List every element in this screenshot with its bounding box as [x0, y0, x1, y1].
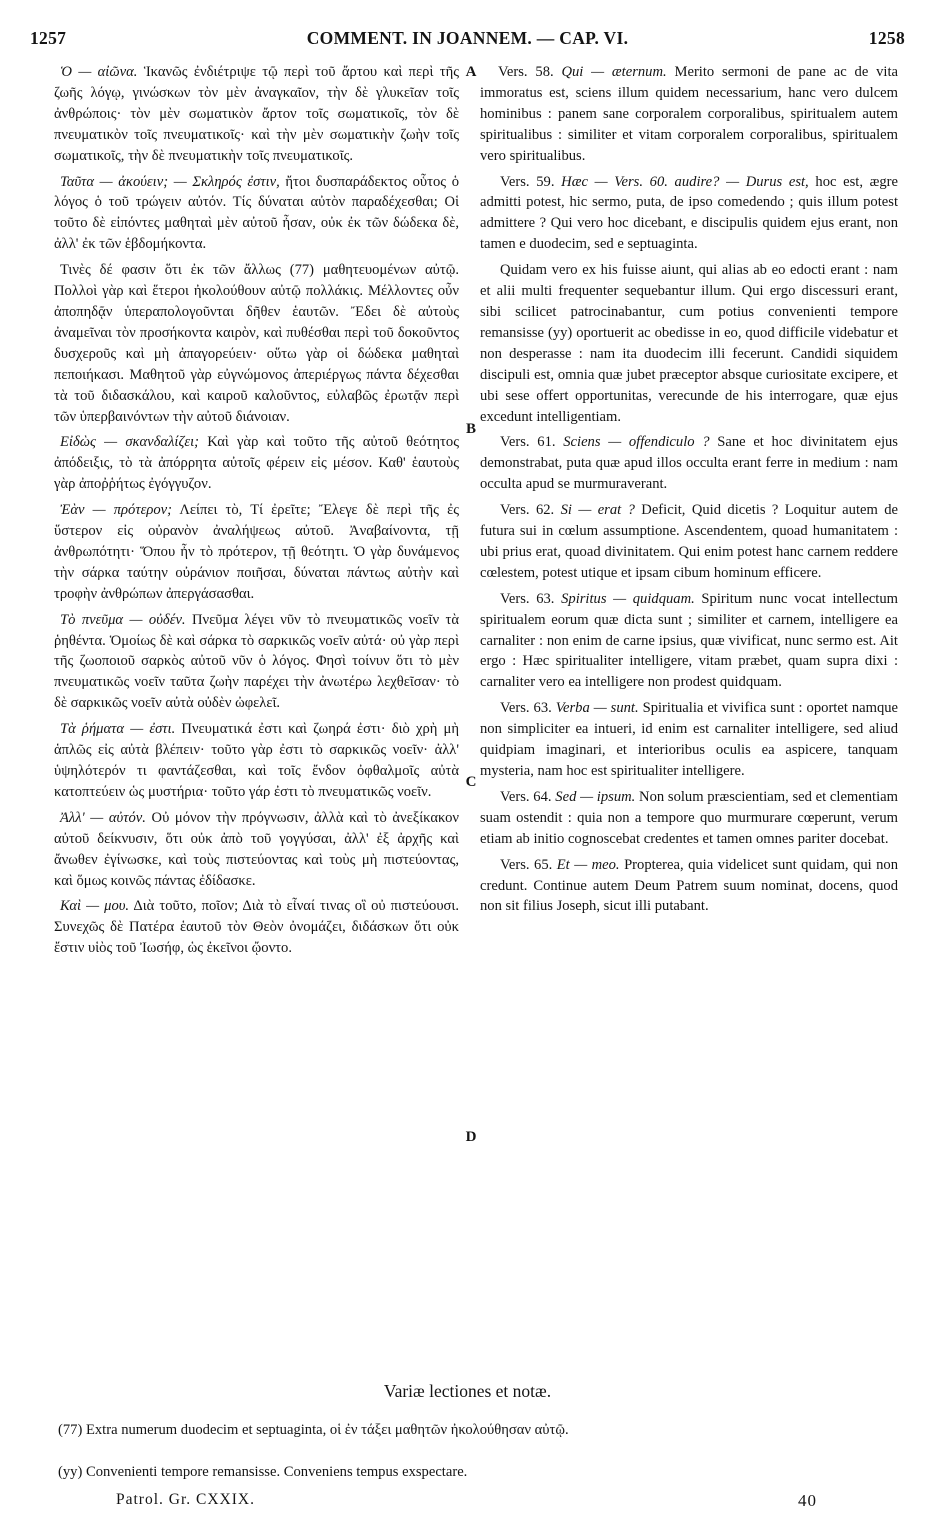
verse-reference: Vers. 64.: [500, 788, 552, 805]
page-number: 40: [798, 1491, 817, 1510]
verse-reference: Vers. 58.: [498, 64, 554, 80]
verse-reference: Vers. 62.: [500, 502, 555, 519]
verse-reference: Vers. 65.: [500, 856, 553, 873]
greek-text: Οὐ μόνον τὴν πρόγνωσιν, ἀλλὰ καὶ τὸ ἀνεξίκακον αὐτοῦ δείκνυσιν, ὅτι οὐκ ἀπὸ τοῦ γογγύσαι, ἀλλ' ἐξ ἀρχῆς καὶ ἄνωθεν ἐγίνωσκε, καὶ τοὺς πιστεύοντας καὶ τοὺς μὴ πιστεύοντας, καὶ ὅμως κοινῶς πάντας ἐδίδασκε.: [54, 809, 459, 889]
greek-paragraph: [54, 62, 459, 167]
footnote-77: (77) Extra numerum duodecim et septuaginta, οἱ ἐν τάξει μαθητῶν ἠκολούθησαν αὐτῷ.: [58, 1422, 569, 1438]
latin-text: Spiritualia et vivifica sunt : oportet namque non simpliciter ea intueri, id enim est carnaliter intelligere, sed aliud quidpiam imaginari, et interioribus oculis ea aspicere, tanquam mysteria, nam hoc est spiritualiter intelligere.: [480, 700, 899, 779]
greek-text: Τινὲς δέ φασιν ὅτι ἐκ τῶν ἄλλως (77) μαθητευομένων αὐτῷ. Πολλοὶ γὰρ καὶ ἕτεροι ἠκολούθουν αὐτῷ πολλάκις. Μέλλοντες οὖν ἀποπηδᾷν ὑπεραπολογοῦνται δῆθεν ἑαυτῶν. Ἔδει δὲ αὐτοὺς ἀναμεῖναι τὸν προσήκοντα καιρὸν, καὶ πυθέσθαι περὶ τοῦ δοκοῦντος δυσχεροῦς καὶ μὴ ἀπαγορεύειν· οὕτω γὰρ οἱ δώδεκα μαθηταὶ πεποιήκασι. Μαθητοῦ γὰρ εὐγνώμονος ἀπεριέργως πάντα δέχεσθαι τὰ τοῦ διδασκάλου, καὶ καιροῦ καλοῦντος, εὐλαβῶς ἐρωτᾷν περὶ τῶν ὑπερβαινόντων τὴν αὐτοῦ διάνοιαν.: [54, 262, 459, 425]
greek-lemma: Ὁ — αἰῶνα.: [60, 64, 138, 80]
right-column-number: 1258: [868, 28, 905, 48]
latin-paragraph: [480, 589, 898, 694]
greek-text: ἤτοι δυσπαράδεκτος οὗτος ὁ λόγος ὁ τοῦ τρώγειν αὐτόν. Τίς δύναται αὐτὸν παραδέχεσθαι; Οἱ τοῦτο δὲ εἰπόντες μαθηταὶ μὲν αὐτοῦ ἦσαν, οὐκ ἐκ τῶν δώδεκα δὲ, ἀλλ' ἐκ τῶν ἑβδομήκοντα.: [54, 173, 459, 253]
printer-signature: Patrol. Gr. CXXIX.: [116, 1491, 255, 1508]
greek-paragraph: [54, 500, 459, 605]
section-marker-b: B: [465, 421, 476, 437]
left-column-number: 1257: [30, 28, 67, 48]
greek-text: Ἱκανῶς ἐνδιέτριψε τῷ περὶ τοῦ ἄρτου καὶ περὶ τῆς ζωῆς λόγῳ, γινώσκων τὸν μὲν ἀναγκαῖον, τὴν δὲ γλυκεῖαν τοῖς ἀνθρώποις· τὸν μὲν σωματικὸν ἄρτον τοῖς σωματικοῖς, τὸν δὲ πνευματικὸν τοῖς πνευματικοῖς· καὶ τὴν μὲν σωματικὴν ζωὴν τοῖς σωματικοῖς, τὴν δὲ πνευματικὴν τοῖς πνευματικοῖς.: [54, 64, 459, 164]
greek-text: Πνευματικά ἐστι καὶ ζωηρά ἐστι· διὸ χρὴ μὴ ἁπλῶς εἰς αὐτὰ βλέπειν· τοῦτο γὰρ ἐστι τὸ σαρκικῶς νοεῖν· ἀλλ' ὑψηλότερόν τι φαντάζεσθαι, καὶ τοῖς ἔνδον ὀφθαλμοῖς αὐτὰ κατοπτεύειν ὡς μυστήρια· τοῦτο γάρ ἐστι τὸ πνευματικῶς νοεῖν.: [54, 721, 460, 800]
section-marker-c: C: [465, 774, 477, 790]
latin-text: Quidam vero ex his fuisse aiunt, qui alias ab eo edocti erant : nam et alii multi frequenter sequebantur illum. Qui ergo discessuri erant, sibi scilicet patrocinabantur, cum potius convenienti tempore remansisse (yy) oportuerit ac obedisse in eo, quod difficile videbatur et non desperasse : nam ita duodecim illi fecerunt. Candidi siquidem discipuli est, omnia quæ jubet præceptor absque curiositate excipere, et ubi sese offert opportunitas, verecunde de his interrogare, quæ ejus excedunt intelligentiam.: [480, 262, 898, 425]
greek-text: Καὶ γὰρ καὶ τοῦτο τῆς αὐτοῦ θεότητος ἀπόδειξις, τὸ τὰ ἀπόρρητα αὐτοῖς φέρειν εἰς μέσον. Καθ' ἑαυτοὺς γὰρ ἀποῤῥήτως ἐγόγγυζον.: [54, 434, 459, 493]
verse-reference: Vers. 59.: [500, 173, 555, 190]
latin-text: Deficit, Quid dicetis ? Loquitur autem de futura sui in cœlum assumptione. Ascendentem, quoad humanitatem : ubi prius erat, quoad divinitatem. Qui enim potest hanc carnem reddere cœlestem, potest utique et ipsam cibum hominum efficere.: [480, 502, 898, 581]
latin-lemma: Sed — ipsum.: [555, 788, 636, 805]
greek-lemma: Καὶ — μου.: [60, 898, 130, 915]
verse-reference: Vers. 61.: [500, 434, 556, 451]
latin-lemma: Spiritus — quidquam.: [561, 590, 695, 607]
latin-lemma: Verba — sunt.: [555, 700, 639, 717]
greek-paragraph: [54, 896, 459, 959]
latin-lemma: Hæc — Vers. 60. audire? — Durus est,: [561, 173, 809, 190]
greek-paragraph: [54, 610, 459, 715]
greek-text: Λείπει τὸ, Τί ἐρεῖτε; Ἔλεγε δὲ περὶ τῆς ἐς ὕστερον εἰς οὐρανὸν ἀναλήψεως αὐτοῦ. Ἀναβαίνοντα, τῇ ἀνθρωπότητι· Ὅπου ἦν τὸ πρότερον, τῇ θεότητι. Ὁ γὰρ δυνάμενος τὴν σάρκα ταύτην οὐράνιον ποιῆσαι, δύναται πάντως αὐτὴν καὶ τροφὴν ἀνθρώπων ἀπεργάσασθαι.: [54, 502, 460, 602]
greek-paragraph: [54, 172, 459, 256]
running-head: [30, 28, 905, 52]
verse-reference: Vers. 63.: [500, 700, 552, 717]
latin-paragraph: [480, 260, 898, 427]
latin-lemma: Et — meo.: [556, 856, 620, 873]
latin-paragraph: [480, 432, 898, 495]
section-marker-d: D: [465, 1129, 477, 1145]
latin-text: Merito sermoni de pane ac de vita immoratus est, sciens illum quidem necessarium, hanc vero dulcem hominibus : panem sane corporalem corporalibus, spiritualem autem spiritualibus : similiter et vitam corporalem corporalibus, spiritualem vero spiritualibus.: [480, 64, 899, 164]
greek-text: Διὰ τοῦτο, ποῖον; Διὰ τὸ εἶναί τινας οἳ οὐ πιστεύουσι. Συνεχῶς δὲ Πατέρα ἑαυτοῦ τὸν Θεὸν ὀνομάζει, διδάσκων ὅτι οὐκ ἔστιν υἱὸς τοῦ Ἰωσήφ, ὡς ἐκεῖνοι ᾤοντο.: [54, 898, 460, 957]
notes-title: Variæ lectiones et notæ.: [383, 1381, 552, 1401]
latin-lemma: Qui — æternum.: [561, 64, 667, 80]
latin-paragraph: [480, 172, 898, 256]
page-footer: [58, 1491, 935, 1515]
latin-text: Sane et hoc divinitatem ejus demonstrabat, puta quæ apud illos occulta erant ferre in medium : nam occulta apud se murmuraverant.: [480, 434, 898, 493]
greek-lemma: Ἐὰν — πρότερον;: [60, 502, 172, 519]
greek-lemma: Ταῦτα — ἀκούειν; — Σκληρός ἐστιν,: [60, 173, 280, 190]
latin-lemma: Sciens — offendiculo ?: [563, 434, 710, 451]
latin-text: Non solum præscientiam, sed et clementiam suam ostendit : quia non a tempore quo murmurare cœperunt, verum etiam ab initio cognoscebat credentes et tamen omnes pariter docebat.: [480, 788, 898, 847]
latin-paragraph: [480, 855, 898, 918]
verse-reference: Vers. 63.: [500, 590, 555, 607]
footnote-yy: (yy) Convenienti tempore remansisse. Conveniens tempus exspectare.: [58, 1464, 468, 1480]
greek-paragraph: [54, 719, 459, 803]
section-marker-a: A: [465, 64, 477, 80]
greek-paragraph: [54, 260, 459, 427]
latin-lemma: Si — erat ?: [560, 502, 635, 519]
latin-paragraph: [480, 500, 898, 584]
latin-text: Spiritum nunc vocat intellectum spiritualem eorum quæ dicta sunt ; similiter et carnem, intelligere ea carnaliter : non enim de carne ipsius, quæ vivificat, nunc sermo est. Ait ergo : Hæc spiritualiter intelligere, vitam præbet, quam supra dixi : carnaliter vero ea intelligere non prodest quidquam.: [480, 590, 899, 691]
latin-column: [480, 62, 898, 922]
latin-text: Propterea, quia videlicet sunt quidam, qui non credunt. Continue autem Deum Patrem suum nominat, docens, quod non sit filius Joseph, sicut illi putabant.: [480, 856, 899, 915]
page-title: COMMENT. IN JOANNEM. — CAP. VI.: [306, 28, 629, 48]
latin-paragraph: [480, 62, 898, 167]
greek-paragraph: [54, 808, 459, 892]
greek-lemma: Εἰδὼς — σκανδαλίζει;: [60, 434, 200, 451]
greek-paragraph: [54, 432, 459, 495]
greek-text: Πνεῦμα λέγει νῦν τὸ πνευματικῶς νοεῖν τὰ ῥηθέντα. Ὁμοίως δὲ καὶ σάρκα τὸ σαρκικῶς νοεῖν αὐτά· οὐ γὰρ περὶ τῆς ζωοποιοῦ σαρκὸς αὐτοῦ νῦν ὁ λόγος. Φησὶ τοίνυν ὅτι τὸ μὲν πνευματικῶς νοεῖν ταῦτα ζωὴν παρέχει τὴν ἀνωτέρω λεχθεῖσαν· τὸ δὲ σαρκικῶς νοεῖν αὐτὰ οὐδὲν ὠφελεῖ.: [54, 611, 459, 712]
latin-text: hoc est, ægre admitti potest, hic sermo, puta, de ipso comedendo ; quis illum potest admittere ? Qui vero hoc dicebant, e discipulis quidem ejus erant, non tamen e duodecim, sed e septuaginta.: [480, 173, 899, 253]
greek-lemma: Τὰ ῥήματα — ἐστι.: [60, 721, 176, 738]
greek-lemma: Ἀλλ' — αὐτόν.: [60, 809, 146, 826]
latin-paragraph: [480, 787, 898, 850]
greek-column: [54, 62, 459, 964]
greek-lemma: Τὸ πνεῦμα — οὐδέν.: [60, 611, 186, 628]
latin-paragraph: [480, 698, 898, 782]
